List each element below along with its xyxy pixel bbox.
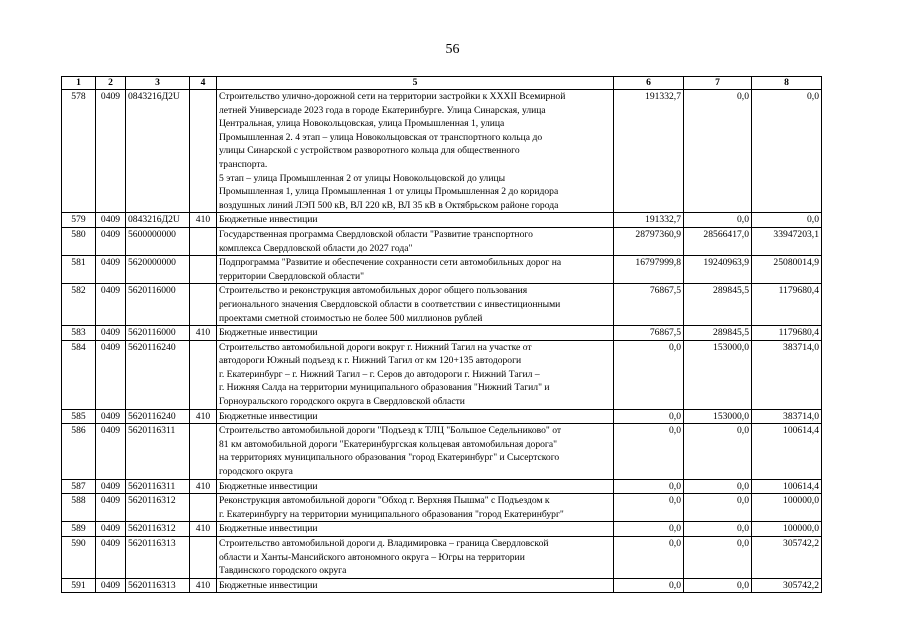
item-name-line: воздушных линий ЛЭП 500 кВ, ВЛ 220 кВ, ВЛ 35 кВ в Октябрьском районе города	[219, 199, 559, 211]
amount-col-7: 289845,5	[684, 284, 752, 326]
item-name-line: улицы Синарской с устройством разворотного кольца для общественного	[219, 145, 520, 157]
column-header: 7	[684, 77, 752, 90]
amount-col-6: 191332,7	[614, 90, 684, 213]
row-number: 578	[62, 90, 96, 213]
target-article-code: 5620116240	[126, 409, 190, 424]
row-number: 585	[62, 409, 96, 424]
budget-table	[61, 76, 822, 593]
item-name-line: г. Екатеринбургу на территории муниципального образования "город Екатеринбург"	[219, 508, 564, 520]
amount-col-8: 305742,2	[752, 537, 822, 579]
amount-col-8: 100000,0	[752, 522, 822, 537]
amount-col-6: 0,0	[614, 578, 684, 593]
item-name-line: Бюджетные инвестиции	[219, 327, 318, 339]
column-header: 5	[217, 77, 614, 90]
expense-type-code	[190, 90, 217, 213]
row-number: 590	[62, 537, 96, 579]
item-name-line: Государственная программа Свердловской области "Развитие транспортного	[219, 228, 533, 240]
table-row	[62, 326, 822, 341]
table-row	[62, 90, 822, 213]
item-name-line: Бюджетные инвестиции	[219, 579, 318, 591]
item-name-line: Промышленная 2. 4 этап – улица Новокольцовская от транспортного кольца до	[219, 131, 543, 143]
section-code: 0409	[96, 340, 126, 409]
amount-col-8: 305742,2	[752, 578, 822, 593]
table-row	[62, 227, 822, 255]
item-name-line: Строительство автомобильной дороги д. Владимировка – граница Свердловской	[219, 538, 549, 549]
section-code: 0409	[96, 578, 126, 593]
item-name	[217, 578, 614, 593]
target-article-code: 5620116313	[126, 537, 190, 579]
row-number: 584	[62, 340, 96, 409]
table-row	[62, 284, 822, 326]
amount-col-6: 0,0	[614, 479, 684, 494]
column-header: 2	[96, 77, 126, 90]
item-name-line: Строительство и реконструкция автомобильных дорог общего пользования	[219, 285, 528, 297]
row-number: 586	[62, 424, 96, 479]
amount-col-7: 153000,0	[684, 340, 752, 409]
item-name-line: Горноуральского городского округа в Свердловской области	[219, 396, 465, 408]
section-code: 0409	[96, 90, 126, 213]
expense-type-code: 410	[190, 326, 217, 341]
item-name-line: Реконструкция автомобильной дороги "Обход г. Верхняя Пышма" с Подъездом к	[219, 495, 550, 507]
amount-col-7: 0,0	[684, 578, 752, 593]
item-name-line: автодороги Южный подъезд к г. Нижний Тагил от км 120+135 автодороги	[219, 355, 522, 367]
amount-col-8: 383714,0	[752, 409, 822, 424]
amount-col-7: 0,0	[684, 90, 752, 213]
row-number: 583	[62, 326, 96, 341]
expense-type-code	[190, 424, 217, 479]
table-row	[62, 340, 822, 409]
amount-col-6: 28797360,9	[614, 227, 684, 255]
column-header: 3	[126, 77, 190, 90]
amount-col-8: 25080014,9	[752, 256, 822, 284]
section-code: 0409	[96, 213, 126, 228]
item-name-line: регионального значения Свердловской области в соответствии с инвестиционными	[219, 298, 561, 310]
item-name	[217, 227, 614, 255]
amount-col-6: 76867,5	[614, 284, 684, 326]
expense-type-code	[190, 494, 217, 522]
amount-col-7: 0,0	[684, 494, 752, 522]
column-header: 4	[190, 77, 217, 90]
item-name-line: на территориях муниципального образования "город Екатеринбург" и Сысертского	[219, 452, 560, 464]
amount-col-7: 0,0	[684, 522, 752, 537]
item-name	[217, 409, 614, 424]
item-name-line: Строительство автомобильной дороги "Подъезд к ТЛЦ "Большое Седельниково" от	[219, 425, 562, 437]
item-name-line: Центральная, улица Новокольцовская, улица Промышленная 1, улица	[219, 118, 505, 130]
row-number: 587	[62, 479, 96, 494]
table-row	[62, 494, 822, 522]
amount-col-8: 1179680,4	[752, 326, 822, 341]
target-article-code: 5620116311	[126, 424, 190, 479]
amount-col-8: 0,0	[752, 213, 822, 228]
item-name-line: г. Екатеринбург – г. Нижний Тагил – г. Серов до автодороги г. Нижний Тагил –	[219, 368, 540, 380]
amount-col-6: 0,0	[614, 340, 684, 409]
expense-type-code	[190, 284, 217, 326]
amount-col-7: 0,0	[684, 424, 752, 479]
expense-type-code	[190, 537, 217, 579]
row-number: 582	[62, 284, 96, 326]
table-row	[62, 409, 822, 424]
column-header: 6	[614, 77, 684, 90]
amount-col-6: 0,0	[614, 522, 684, 537]
target-article-code: 5600000000	[126, 227, 190, 255]
table-row	[62, 424, 822, 479]
item-name-line: 81 км автомобильной дороги "Екатеринбургская кольцевая автомобильная дорога"	[219, 438, 558, 450]
section-code: 0409	[96, 256, 126, 284]
table-row	[62, 256, 822, 284]
row-number: 588	[62, 494, 96, 522]
amount-col-8: 100614,4	[752, 424, 822, 479]
item-name	[217, 522, 614, 537]
expense-type-code	[190, 227, 217, 255]
target-article-code: 5620116000	[126, 326, 190, 341]
item-name-line: летней Универсиаде 2023 года в городе Екатеринбурге. Улица Синарская, улица	[219, 104, 546, 116]
table-row	[62, 522, 822, 537]
amount-col-6: 0,0	[614, 494, 684, 522]
item-name	[217, 494, 614, 522]
item-name-line: Промышленная 1, улица Промышленная 1 от улицы Промышленная 2 до коридора	[219, 186, 559, 198]
item-name	[217, 256, 614, 284]
expense-type-code: 410	[190, 213, 217, 228]
item-name-line: транспорта.	[219, 158, 268, 170]
item-name	[217, 340, 614, 409]
item-name-line: 5 этап – улица Промышленная 2 от улицы Новокольцовской до улицы	[219, 172, 506, 184]
amount-col-7: 289845,5	[684, 326, 752, 341]
item-name-line: Бюджетные инвестиции	[219, 480, 318, 492]
table-row	[62, 537, 822, 579]
table-header-row	[62, 77, 822, 90]
target-article-code: 5620116312	[126, 522, 190, 537]
amount-col-7: 153000,0	[684, 409, 752, 424]
amount-col-8: 100614,4	[752, 479, 822, 494]
table-body	[62, 90, 822, 593]
section-code: 0409	[96, 537, 126, 579]
item-name-line: Бюджетные инвестиции	[219, 410, 318, 422]
row-number: 579	[62, 213, 96, 228]
item-name-line: территории Свердловской области"	[219, 270, 364, 282]
section-code: 0409	[96, 424, 126, 479]
section-code: 0409	[96, 479, 126, 494]
section-code: 0409	[96, 326, 126, 341]
item-name-line: проектами сметной стоимостью не более 500 миллионов рублей	[219, 312, 483, 324]
item-name-line: Бюджетные инвестиции	[219, 214, 318, 226]
column-header: 1	[62, 77, 96, 90]
row-number: 591	[62, 578, 96, 593]
item-name	[217, 537, 614, 579]
item-name-line: Подпрограмма "Развитие и обеспечение сохранности сети автомобильных дорог на	[219, 257, 562, 269]
target-article-code: 5620116312	[126, 494, 190, 522]
amount-col-7: 0,0	[684, 213, 752, 228]
amount-col-7: 19240963,9	[684, 256, 752, 284]
amount-col-7: 0,0	[684, 479, 752, 494]
section-code: 0409	[96, 494, 126, 522]
target-article-code: 5620116240	[126, 340, 190, 409]
amount-col-6: 0,0	[614, 424, 684, 479]
table-row	[62, 479, 822, 494]
amount-col-6: 0,0	[614, 409, 684, 424]
item-name	[217, 326, 614, 341]
item-name	[217, 479, 614, 494]
item-name-line: Тавдинского городского округа	[219, 565, 347, 577]
expense-type-code: 410	[190, 409, 217, 424]
section-code: 0409	[96, 227, 126, 255]
table-row	[62, 578, 822, 593]
expense-type-code: 410	[190, 479, 217, 494]
column-header: 8	[752, 77, 822, 90]
item-name-line: области и Ханты-Мансийского автономного округа – Югры на территории	[219, 551, 525, 563]
row-number: 580	[62, 227, 96, 255]
target-article-code: 0843216Д2U	[126, 90, 190, 213]
amount-col-8: 383714,0	[752, 340, 822, 409]
expense-type-code: 410	[190, 578, 217, 593]
item-name	[217, 213, 614, 228]
target-article-code: 5620116313	[126, 578, 190, 593]
target-article-code: 5620116311	[126, 479, 190, 494]
row-number: 589	[62, 522, 96, 537]
item-name	[217, 90, 614, 213]
item-name-line: Бюджетные инвестиции	[219, 523, 318, 535]
section-code: 0409	[96, 284, 126, 326]
target-article-code: 0843216Д2U	[126, 213, 190, 228]
amount-col-6: 76867,5	[614, 326, 684, 341]
target-article-code: 5620000000	[126, 256, 190, 284]
item-name-line: Строительство улично-дорожной сети на территории застройки к XXXII Всемирной	[219, 91, 566, 102]
item-name-line: г. Нижняя Салда на территории муниципального образования "Нижний Тагил" и	[219, 382, 550, 394]
section-code: 0409	[96, 522, 126, 537]
section-code: 0409	[96, 409, 126, 424]
table-row	[62, 213, 822, 228]
expense-type-code	[190, 256, 217, 284]
item-name	[217, 284, 614, 326]
amount-col-6: 191332,7	[614, 213, 684, 228]
item-name-line: комплекса Свердловской области до 2027 года"	[219, 242, 413, 254]
expense-type-code: 410	[190, 522, 217, 537]
amount-col-8: 100000,0	[752, 494, 822, 522]
amount-col-8: 1179680,4	[752, 284, 822, 326]
amount-col-8: 33947203,1	[752, 227, 822, 255]
row-number: 581	[62, 256, 96, 284]
amount-col-6: 0,0	[614, 537, 684, 579]
expense-type-code	[190, 340, 217, 409]
item-name-line: городского округа	[219, 466, 293, 478]
page-number: 56	[445, 42, 460, 57]
amount-col-8: 0,0	[752, 90, 822, 213]
amount-col-6: 16797999,8	[614, 256, 684, 284]
amount-col-7: 28566417,0	[684, 227, 752, 255]
amount-col-7: 0,0	[684, 537, 752, 579]
item-name	[217, 424, 614, 479]
target-article-code: 5620116000	[126, 284, 190, 326]
item-name-line: Строительство автомобильной дороги вокруг г. Нижний Тагил на участке от	[219, 341, 532, 353]
